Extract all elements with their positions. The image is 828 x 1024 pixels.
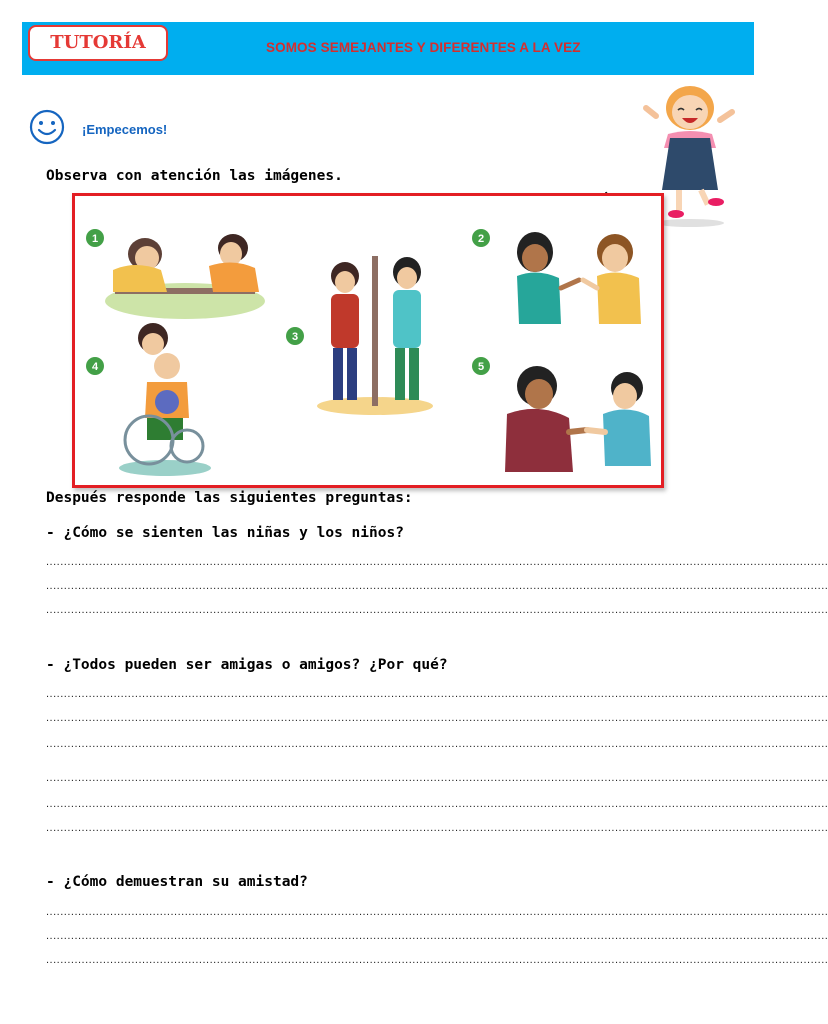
scene-badge-4: 4	[91, 361, 99, 373]
tutoria-badge: TUTORÍA	[28, 25, 168, 61]
answer-line[interactable]: ............................................................................................................................................................................................................................	[46, 906, 828, 918]
observe-instruction: Observa con atención las imágenes.	[46, 168, 343, 184]
scenes-figure	[72, 193, 664, 488]
answer-line[interactable]: ............................................................................................................................................................................................................................	[46, 556, 828, 568]
answer-line[interactable]: ............................................................................................................................................................................................................................	[46, 930, 828, 942]
scene-badge-3: 3	[291, 331, 299, 343]
worksheet-title: SOMOS SEMEJANTES Y DIFERENTES A LA VEZ	[266, 40, 581, 55]
answer-line[interactable]: ............................................................................................................................................................................................................................	[46, 822, 828, 834]
smiley-icon	[28, 108, 66, 146]
answer-line[interactable]: ............................................................................................................................................................................................................................	[46, 580, 828, 592]
scene-5-handshake	[505, 366, 651, 472]
scene-badge-1: 1	[91, 233, 99, 245]
question-3: - ¿Cómo demuestran su amistad?	[46, 874, 308, 890]
scene-badge-2: 2	[477, 233, 485, 245]
empecemos-label: ¡Empecemos!	[82, 122, 168, 137]
scene-badge-5: 5	[477, 361, 485, 373]
scene-2-clapping	[517, 232, 641, 324]
respond-instruction: Después responde las siguientes preguntas:	[46, 490, 413, 506]
answer-line[interactable]: ............................................................................................................................................................................................................................	[46, 772, 828, 784]
scene-4-wheelchair	[119, 323, 211, 476]
answer-line[interactable]: ............................................................................................................................................................................................................................	[46, 798, 828, 810]
scene-1-drawing	[105, 234, 265, 319]
answer-line[interactable]: ............................................................................................................................................................................................................................	[46, 688, 828, 700]
answer-line[interactable]: ............................................................................................................................................................................................................................	[46, 738, 828, 750]
answer-line[interactable]: ............................................................................................................................................................................................................................	[46, 712, 828, 724]
scene-3-measuring-height	[317, 256, 433, 415]
answer-line[interactable]: ............................................................................................................................................................................................................................	[46, 604, 828, 616]
question-2: - ¿Todos pueden ser amigas o amigos? ¿Por qué?	[46, 657, 448, 673]
question-1: - ¿Cómo se sienten las niñas y los niños?	[46, 525, 404, 541]
answer-line[interactable]: ............................................................................................................................................................................................................................	[46, 954, 828, 966]
